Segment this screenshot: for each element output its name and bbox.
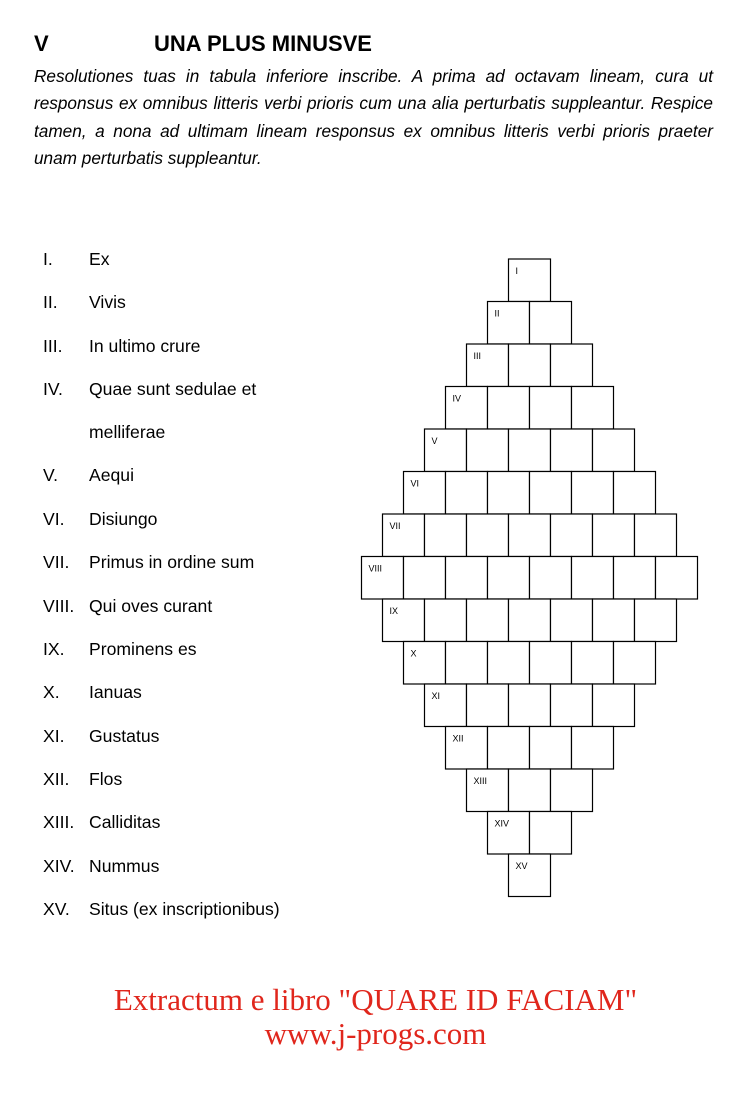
grid-cell-row6-col3[interactable] <box>488 472 530 515</box>
grid-row-label: I <box>515 266 519 276</box>
clue-number: XII. <box>43 769 70 789</box>
grid-cell-row2-col2[interactable] <box>530 302 572 345</box>
clue-number: VII. <box>43 552 70 572</box>
grid-row-label: XII <box>452 733 464 744</box>
grid-cell-row10-col6[interactable] <box>614 642 656 685</box>
grid-cell-row11-col5[interactable] <box>593 684 635 727</box>
grid-row-label: IV <box>452 393 462 404</box>
clue-text: Aequi <box>89 465 134 485</box>
grid-cell-row8-col2[interactable] <box>404 557 446 600</box>
grid-cell-row11-col2[interactable] <box>467 684 509 727</box>
grid-cell-row6-col6[interactable] <box>614 472 656 515</box>
grid-cell-row9-col2[interactable] <box>425 599 467 642</box>
grid-row-label: VI <box>410 478 420 489</box>
grid-cell-row13-col1[interactable] <box>467 769 509 812</box>
grid-cell-row6-col4[interactable] <box>530 472 572 515</box>
grid-cell-row8-col4[interactable] <box>488 557 530 600</box>
grid-cell-row7-col7[interactable] <box>635 514 677 557</box>
clue-number: V. <box>43 465 59 485</box>
grid-row-label: III <box>473 351 482 361</box>
grid-cell-row12-col3[interactable] <box>530 727 572 770</box>
grid-cell-row15-col1[interactable] <box>509 854 551 897</box>
clue-number: XV. <box>43 899 70 919</box>
grid-cell-row8-col1[interactable] <box>362 557 404 600</box>
grid-row-label: VIII <box>368 563 383 574</box>
grid-cell-row9-col1[interactable] <box>383 599 425 642</box>
grid-cell-row13-col3[interactable] <box>551 769 593 812</box>
exercise-number: V <box>34 31 49 56</box>
grid-cell-row5-col1[interactable] <box>425 429 467 472</box>
grid-row-label: II <box>494 308 500 319</box>
grid-cell-row10-col2[interactable] <box>446 642 488 685</box>
grid-cell-row9-col4[interactable] <box>509 599 551 642</box>
clue-number: IV. <box>43 379 63 399</box>
grid-cell-row5-col3[interactable] <box>509 429 551 472</box>
clue-text: Ianuas <box>89 682 142 702</box>
grid-cell-row3-col2[interactable] <box>509 344 551 387</box>
grid-cell-row8-col3[interactable] <box>446 557 488 600</box>
grid-cell-row9-col6[interactable] <box>593 599 635 642</box>
clue-number: VI. <box>43 509 65 529</box>
grid-cell-row11-col1[interactable] <box>425 684 467 727</box>
grid-cell-row3-col1[interactable] <box>467 344 509 387</box>
clue-text: Primus in ordine sum <box>89 552 255 572</box>
clue-number: XI. <box>43 726 65 746</box>
grid-cell-row7-col1[interactable] <box>383 514 425 557</box>
grid-cell-row8-col5[interactable] <box>530 557 572 600</box>
instructions: Resolutiones tuas in tabula inferiore inscribe. A prima ad octavam lineam, cura ut responsus ex omnibus litteris verbi prioris cum una alia perturbatis suppleantur. Respice tamen, a nona ad ultimam lineam responsus ex omnibus litteris verbi prioris praeter unam perturbatis suppleantur. <box>34 66 713 168</box>
grid-cell-row9-col7[interactable] <box>635 599 677 642</box>
footer <box>0 983 751 1051</box>
grid-cell-row6-col2[interactable] <box>446 472 488 515</box>
grid-cell-row5-col4[interactable] <box>551 429 593 472</box>
footer-website: www.j-progs.com <box>264 1016 487 1051</box>
grid-cell-row11-col3[interactable] <box>509 684 551 727</box>
grid-row-label: V <box>431 436 438 446</box>
clue-text: Disiungo <box>89 509 158 529</box>
grid-row-label: IX <box>389 606 399 616</box>
grid-cell-row2-col1[interactable] <box>488 302 530 345</box>
grid-cell-row4-col1[interactable] <box>446 387 488 430</box>
clue-text: Gustatus <box>89 726 160 746</box>
clue-number: XIII. <box>43 812 75 832</box>
grid-cell-row4-col2[interactable] <box>488 387 530 430</box>
grid-cell-row12-col4[interactable] <box>572 727 614 770</box>
clue-text: Flos <box>89 769 123 789</box>
grid-cell-row9-col3[interactable] <box>467 599 509 642</box>
grid-cell-row6-col5[interactable] <box>572 472 614 515</box>
grid-cell-row8-col8[interactable] <box>656 557 698 600</box>
exercise-title: UNA PLUS MINUSVE <box>154 31 372 56</box>
clue-text: Quae sunt sedulae et <box>89 379 257 399</box>
clue-number: IX. <box>43 639 65 659</box>
clue-number: III. <box>43 336 63 356</box>
grid-cell-row12-col2[interactable] <box>488 727 530 770</box>
grid-cell-row7-col3[interactable] <box>467 514 509 557</box>
grid-cell-row7-col5[interactable] <box>551 514 593 557</box>
footer-source: Extractum e libro "QUARE ID FACIAM" <box>113 982 638 1017</box>
grid-cell-row9-col5[interactable] <box>551 599 593 642</box>
grid-row-label: VII <box>389 521 401 531</box>
grid-cell-row10-col4[interactable] <box>530 642 572 685</box>
clue-number: X. <box>43 682 60 702</box>
grid-cell-row13-col2[interactable] <box>509 769 551 812</box>
clue-text: In ultimo crure <box>89 336 201 356</box>
clue-number: VIII. <box>43 596 75 616</box>
grid-cell-row4-col3[interactable] <box>530 387 572 430</box>
clue-number: II. <box>43 292 58 312</box>
clue-number: XIV. <box>43 856 75 876</box>
grid-cell-row11-col4[interactable] <box>551 684 593 727</box>
grid-cell-row8-col6[interactable] <box>572 557 614 600</box>
grid-cell-row10-col3[interactable] <box>488 642 530 685</box>
grid-cell-row10-col5[interactable] <box>572 642 614 685</box>
grid-cell-row7-col6[interactable] <box>593 514 635 557</box>
grid-cell-row5-col2[interactable] <box>467 429 509 472</box>
clue-text: Situs (ex inscriptionibus) <box>89 899 280 919</box>
clue-text: Ex <box>89 249 110 269</box>
clue-text: Nummus <box>89 856 160 876</box>
grid-row-label: XIII <box>473 776 488 786</box>
grid-cell-row14-col1[interactable] <box>488 812 530 855</box>
grid-cell-row12-col1[interactable] <box>446 727 488 770</box>
grid-cell-row8-col7[interactable] <box>614 557 656 600</box>
grid-cell-row7-col2[interactable] <box>425 514 467 557</box>
grid-cell-row14-col2[interactable] <box>530 812 572 855</box>
clue-number: I. <box>43 249 53 269</box>
grid-row-label: XIV <box>494 818 510 829</box>
header <box>34 31 724 61</box>
grid-cell-row10-col1[interactable] <box>404 642 446 685</box>
clue-text: melliferae <box>89 422 166 442</box>
grid-row-label: XI <box>431 691 441 701</box>
clue-text: Qui oves curant <box>89 596 213 616</box>
grid-cell-row5-col5[interactable] <box>593 429 635 472</box>
grid-cell-row1-col1[interactable] <box>509 259 551 302</box>
clue-text: Prominens es <box>89 639 197 659</box>
grid-cell-row3-col3[interactable] <box>551 344 593 387</box>
grid-cell-row6-col1[interactable] <box>404 472 446 515</box>
grid-cell-row4-col4[interactable] <box>572 387 614 430</box>
clue-text: Calliditas <box>89 812 161 832</box>
grid-cell-row7-col4[interactable] <box>509 514 551 557</box>
clue-text: Vivis <box>89 292 126 312</box>
grid-row-label: XV <box>515 861 528 871</box>
grid-row-label: X <box>410 648 417 659</box>
